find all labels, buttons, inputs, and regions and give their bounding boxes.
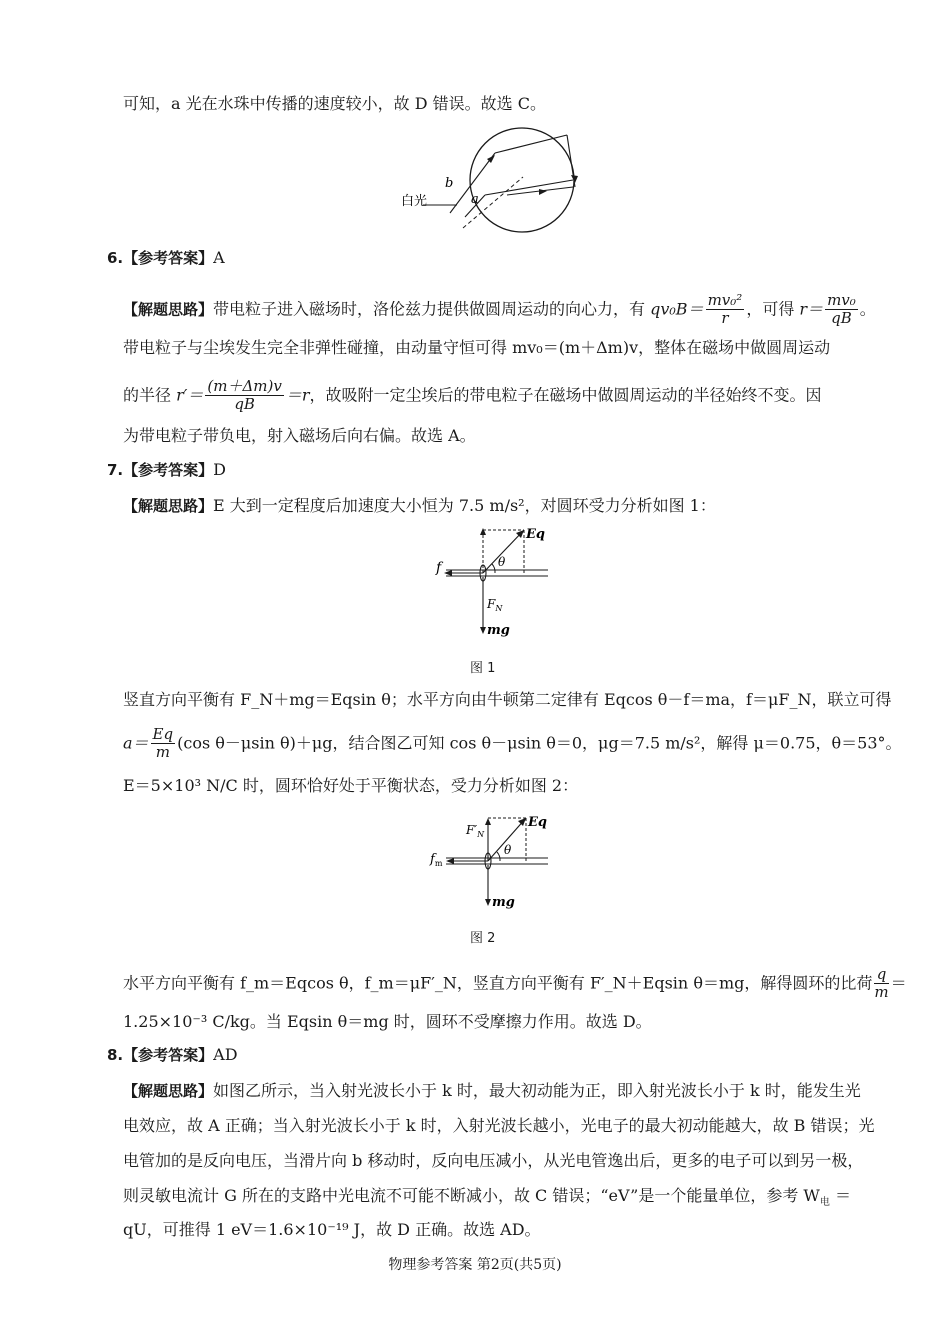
label-b: b [445,176,454,191]
force-diagram-2 [428,808,558,918]
arrow-head [571,175,578,183]
figure-2-caption: 图 2 [470,931,496,946]
label-fm: $f_m$ [430,852,443,868]
fraction: $\frac{Eq}{m}$ [152,725,174,762]
label-theta: θ [504,843,512,857]
q8-solution-line-2: 电效应，故 A 正确；当入射光波长小于 k 时，入射光波长越小，光电子的最大初动能越大，故 B 错误；光 [123,1116,875,1135]
droplet-circle [470,128,574,232]
label-theta: θ [498,555,506,569]
arrow-head [446,858,454,864]
q5-conclusion: 可知，a 光在水珠中传播的速度较小，故 D 错误。故选 C。 [123,94,546,113]
label-a: a [471,192,479,207]
q7-solution-line-6: 1.25×10⁻³ C/kg。当 Eqsin θ＝mg 时，圆环不受摩擦力作用。故选 D。 [123,1012,652,1031]
q8-solution-line-3: 电管加的是反向电压，当滑片向 b 移动时，反向电压减小，从光电管逸出后，更多的电子可以到另一极， [123,1151,864,1170]
q7-answer-line: 7.【参考答案】D [107,460,226,479]
label-f: f [436,560,442,576]
q8-answer-line: 8.【参考答案】AD [107,1045,238,1064]
q7-solution-line-4: E＝5×10³ N/C 时，圆环恰好处于平衡状态，受力分析如图 2： [123,776,579,795]
figure-1-caption: 图 1 [470,661,496,676]
force-diagram-1 [428,522,558,644]
label-fn-prime: $F'_N$ [466,823,485,839]
q6-solution-line-3: 的半径 r′＝ $\frac{(m+\Delta m)v}{qB}$ ＝r，故吸附一定尘埃后的带电粒子在磁场中做圆周运动的半径始终不变。因 [123,377,822,414]
q8-solution-line-5: qU，可推得 1 eV＝1.6×10⁻¹⁹ J，故 D 正确。故选 AD。 [123,1220,541,1239]
label-eq: Eq [526,527,545,542]
q7-solution-line-1: 【解题思路】E 大到一定程度后加速度大小恒为 7.5 m/s²，对圆环受力分析如图 1： [123,496,716,515]
arrow-head [485,899,491,906]
arrow-head [480,528,486,535]
angle-arc [497,852,500,861]
q6-solution-line-4: 为带电粒子带负电，射入磁场后向右偏。故选 A。 [123,426,476,445]
fraction: $\frac{\text{mv₀²}}{r}$ [707,291,743,328]
fraction: $\frac{(m+\Delta m)v}{qB}$ [207,377,282,414]
fraction: $\frac{q}{m}$ [874,965,889,1002]
q6-solution-line-1: 【解题思路】带电粒子进入磁场时，洛伦兹力提供做圆周运动的向心力，有 qv₀B＝ $\frac{\text{mv₀²}}{r}$ ，可得 r＝ $\frac{\text{mv₀}}{qB}$ 。 [123,291,876,328]
q6-solution-line-2: 带电粒子与尘埃发生完全非弹性碰撞，由动量守恒可得 mv₀＝(m＋Δm)v，整体在磁场中做圆周运动 [123,338,831,357]
arrow-head [480,627,486,634]
droplet-refraction-figure [395,125,595,235]
q8-solution-line-1: 【解题思路】如图乙所示，当入射光波长小于 k 时，最大初动能为正，即入射光波长小于 k 时，能发生光 [123,1081,861,1100]
q8-solution-line-4: 则灵敏电流计 G 所在的支路中光电流不可能不断减小，故 C 错误；“eV”是一个能量单位，参考 $W_电$ ＝ [123,1186,851,1209]
page-footer: 物理参考答案 第2页(共5页) [388,1257,562,1273]
label-mg: mg [492,895,515,910]
label-fn: $F_N$ [487,597,503,613]
fraction: $\frac{\text{mv₀}}{qB}$ [827,291,856,328]
arrow-head [444,570,452,576]
label-white-light: 白光 [401,194,428,209]
label-eq: Eq [528,815,547,830]
q7-solution-line-3: a＝ $\frac{Eq}{m}$ (cos θ－μsin θ)＋μg，结合图乙可知 cos θ－μsin θ＝0，μg＝7.5 m/s²，解得 μ＝0.75，θ＝53°。 [123,725,902,762]
angle-arc [492,564,495,573]
arrow-head [518,818,526,826]
inner-ray-1 [495,135,567,153]
q7-solution-line-2: 竖直方向平衡有 F_N＋mg＝Eqsin θ；水平方向由牛顿第二定律有 Eqcos θ－f＝ma，f＝μF_N，联立可得 [123,690,892,709]
q7-solution-line-5: 水平方向平衡有 f_m＝Eqcos θ，f_m＝μF′_N，竖直方向平衡有 F′_N＋Eqsin θ＝mg，解得圆环的比荷 $\frac{q}{m}$ ＝ [123,965,907,1002]
q6-answer-line: 6.【参考答案】A [107,248,225,267]
label-mg: mg [487,623,510,638]
arrow-head [485,818,491,825]
